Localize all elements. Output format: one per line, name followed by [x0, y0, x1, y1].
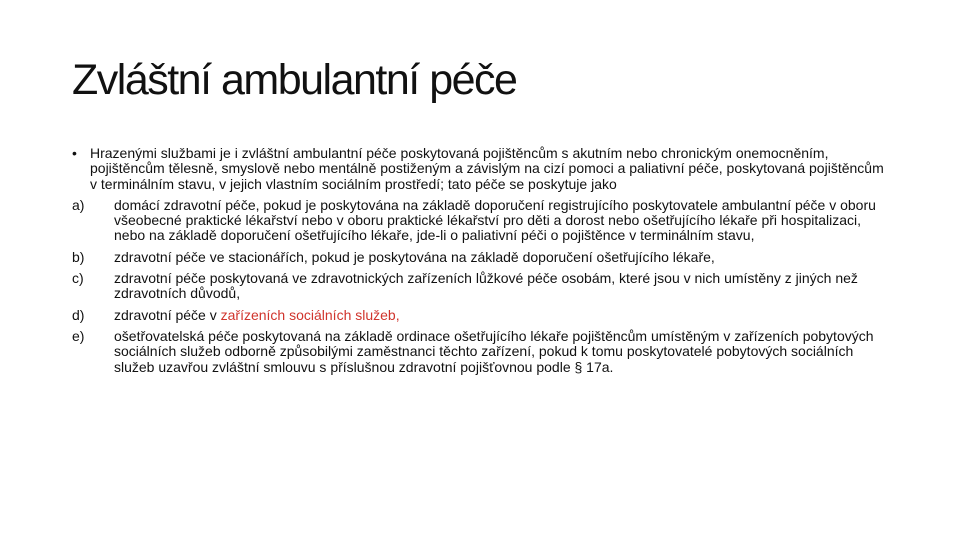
- item-letter: b): [72, 248, 85, 265]
- list-item-d: [72, 308, 892, 323]
- page-title: Zvláštní ambulantní péče: [72, 56, 517, 104]
- intro-bullet: [72, 146, 892, 192]
- list-item-b: [72, 250, 892, 265]
- item-text: zdravotní péče v: [114, 306, 221, 323]
- list-item-a: [72, 198, 892, 244]
- item-text: ošetřovatelská péče poskytovaná na základě ordinace ošetřujícího lékaře pojištěncům umístěným v zařízeních pobytových sociálních služeb odborně způsobilými zaměstnanci těchto zařízení, pokud k tomu poskytovatelé pobytových sociálních služeb uzavřou zvláštní smlouvu s příslušnou zdravotní pojišťovnou podle § 17a.: [114, 327, 874, 375]
- item-text: zdravotní péče poskytovaná ve zdravotnických zařízeních lůžkové péče osobám, které jsou v nich umístěny z jiných než zdravotních důvodů,: [114, 270, 858, 302]
- body-content: [72, 146, 892, 375]
- item-letter: d): [72, 306, 85, 323]
- item-letter: c): [72, 270, 84, 287]
- item-text: zdravotní péče ve stacionářích, pokud je poskytována na základě doporučení ošetřujícího lékaře,: [114, 248, 715, 265]
- list-item-c: [72, 271, 892, 302]
- item-letter: a): [72, 196, 85, 213]
- bullet-icon: •: [72, 145, 77, 161]
- intro-text: Hrazenými službami je i zvláštní ambulantní péče poskytovaná pojištěncům s akutním nebo chronickým onemocněním, pojištěncům tělesně, smyslově nebo mentálně postiženým a závislým na cizí pomoci a paliativní péče, poskytovaná pojištěncům v terminálním stavu, v jejich vlastním sociálním prostředí; tato péče se poskytuje jako: [90, 145, 884, 192]
- item-text-highlight: zařízeních sociálních služeb,: [220, 306, 400, 323]
- item-letter: e): [72, 327, 85, 344]
- item-text: domácí zdravotní péče, pokud je poskytována na základě doporučení registrujícího poskytovatele ambulantní péče v oboru všeobecné praktické lékařství nebo v oboru praktické lékařství pro děti a dorost nebo ošetřujícího lékaře při hospitalizaci, nebo na základě doporučení ošetřujícího lékaře, jde-li o paliativní péči o pojištěnce v terminálním stavu,: [114, 196, 876, 244]
- list-item-e: [72, 329, 892, 375]
